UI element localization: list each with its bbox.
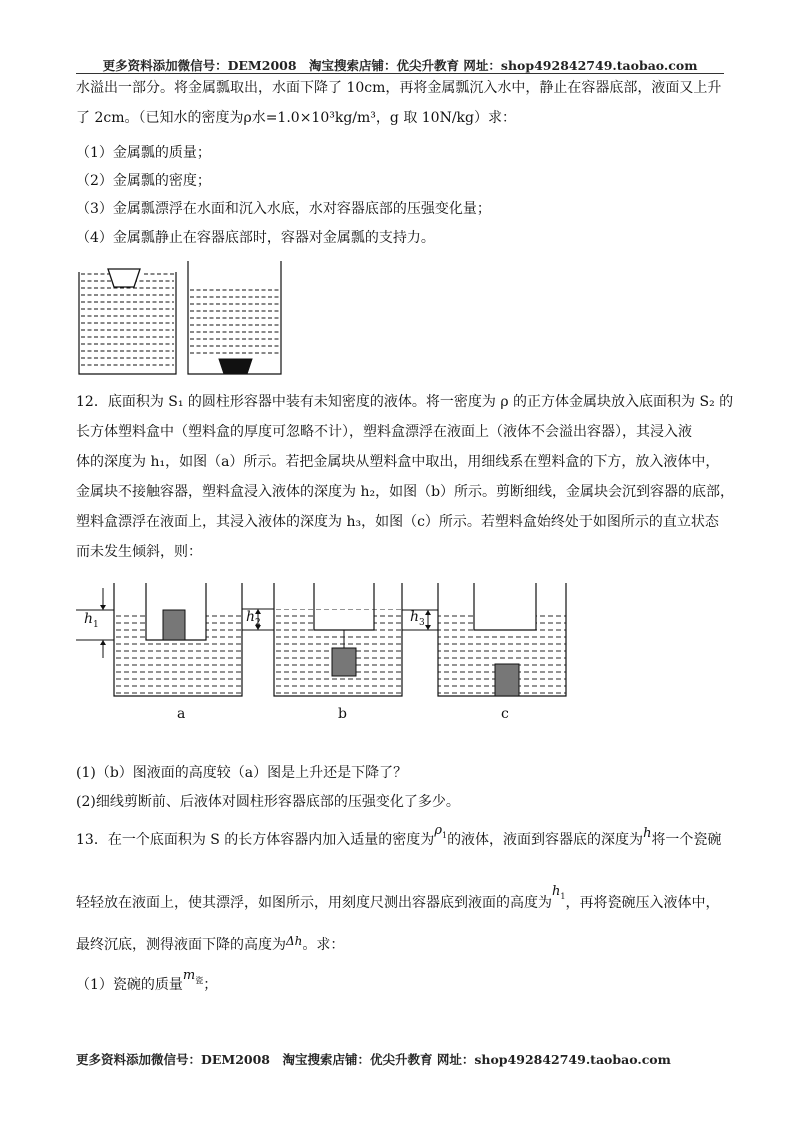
q12-ask-2: (2)细线剪断前、后液体对圆柱形容器底部的压强变化了多少。 [76,794,460,810]
metal-block-a [163,610,185,640]
q11-sub-3: （3）金属瓢漂浮在水面和沉入水底，水对容器底部的压强变化量； [76,201,491,217]
q12-line-1: 12．底面积为 S₁ 的圆柱形容器中装有未知密度的液体。将一密度为 ρ 的正方体金属块放入底面积为 S₂ 的 [76,394,734,410]
caption-b: b [338,706,347,722]
page-footer: 更多资料添加微信号：DEM2008 淘宝搜索店铺：优尖升教育 网址：shop492842749.taobao.com [76,1052,671,1067]
q12-figure [76,580,576,720]
q11-line-2: 了 2cm。（已知水的密度为ρ水=1.0×10³kg/m³，g 取 10N/kg）求： [76,110,516,126]
floating-scoop [108,269,140,287]
container-b [242,583,402,696]
label-h3: $h_3$ [410,609,425,628]
metal-block-c [495,664,519,696]
container-c [402,583,566,696]
q13-line-4: （1）瓷碗的质量$m_瓷$； [76,968,218,993]
q11-container-left [79,269,176,374]
q13-line-3: 最终沉底，测得液面下降的高度为Δh。求： [76,934,345,953]
q12-line-4: 金属块不接触容器，塑料盒浸入液体的深度为 h₂，如图（b）所示。剪断细线，金属块会沉到容器的底部， [76,484,735,500]
q11-sub-2: （2）金属瓢的密度； [76,173,211,189]
page-header: 更多资料添加微信号：DEM2008 淘宝搜索店铺：优尖升教育 网址：shop492842749.taobao.com [102,58,698,73]
metal-block-b [332,648,356,676]
q11-sub-1: （1）金属瓢的质量； [76,145,211,161]
q13-line-2: 轻轻放在液面上，使其漂浮，如图所示，用刻度尺测出容器底到液面的高度为$h_1$，再将瓷碗压入液体中， [76,884,720,911]
q12-line-2: 长方体塑料盒中（塑料盒的厚度可忽略不计），塑料盒漂浮在液面上（液体不会溢出容器），其浸入液 [76,424,692,440]
q12-line-6: 而未发生倾斜，则： [76,544,202,560]
container-a [76,583,242,696]
label-h1: $h_1$ [84,611,99,630]
label-h2: $h_2$ [246,609,261,628]
q12-line-5: 塑料盒漂浮在液面上，其浸入液体的深度为 h₃，如图（c）所示。若塑料盒始终处于如图所示的直立状态 [76,514,719,530]
caption-a: a [177,706,186,722]
q12-line-3: 体的深度为 h₁，如图（a）所示。若把金属块从塑料盒中取出，用细线系在塑料盒的下方，放入液体中， [76,454,720,470]
q11-sub-4: （4）金属瓢静止在容器底部时，容器对金属瓢的支持力。 [76,230,435,246]
q12-ask-1: (1)（b）图液面的高度较（a）图是上升还是下降了？ [76,765,408,781]
q11-line-1: 水溢出一部分。将金属瓢取出，水面下降了 10cm，再将金属瓢沉入水中，静止在容器底部，液面又上升 [76,80,722,96]
caption-c: c [501,706,509,722]
q11-figure [76,258,296,378]
q13-line-1: 13．在一个底面积为 S 的长方体容器内加入适量的密度为$\rho_1$的液体，液面到容器底的深度为h将一个瓷碗 [76,823,722,848]
q11-container-right [188,261,281,374]
sunk-scoop [219,359,252,374]
header-divider [76,73,724,74]
